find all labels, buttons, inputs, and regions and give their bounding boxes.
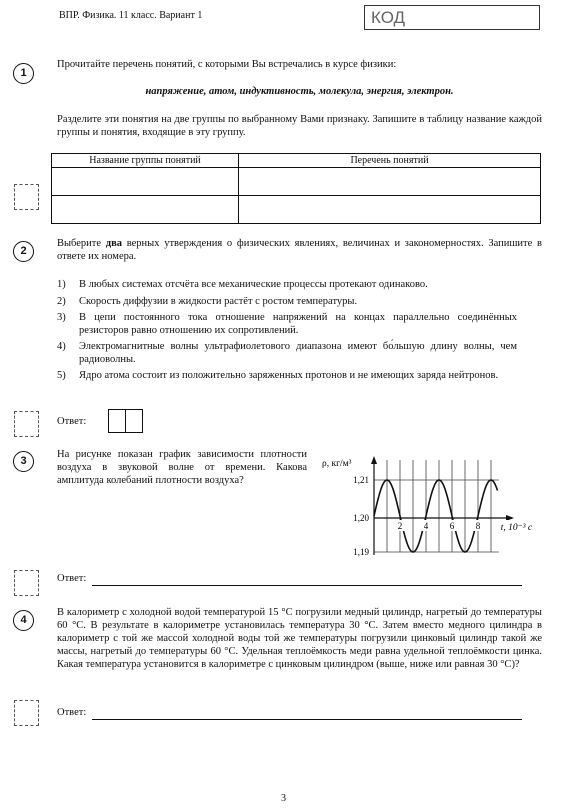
y-axis-label: ρ, кг/м³ [322,459,352,469]
score-box-1[interactable] [14,184,39,210]
y-axis-arrow [371,456,377,464]
q1-task: Разделите эти понятия на две группы по выбранному Вами признаку. Запишите в таблицу название каждой группы и понятия, входящие в эту группу. [57,114,542,138]
x-tick-label: 8 [475,521,481,531]
q1-intro: Прочитайте перечень понятий, с которыми Вы встречались в курсе физики: [57,59,397,70]
density-time-graph [318,452,543,564]
score-box-3[interactable] [14,570,39,596]
q2-option-4: 4) Электромагнитные волны ультрафиолетового диапазона имеют бо́льшую длину волны, чем радиоволны. [57,341,517,365]
q4-answer-label: Ответ: [57,707,87,718]
graph-axes [371,456,514,555]
y-tick-label: 1,19 [353,547,369,557]
answer-cell-1[interactable] [108,409,126,433]
table-cell-group-1[interactable] [52,168,239,196]
q3-answer-label: Ответ: [57,573,87,584]
q2-answer-cells [108,409,144,433]
q2-intro: Выберите два верных утверждения о физических явлениях, величинах и закономерностях. Запишите в ответе их номера. [57,238,542,262]
table-cell-list-1[interactable] [239,168,541,196]
code-field[interactable]: КОД [364,5,540,30]
x-axis-label: t, 10⁻³ с [500,523,533,533]
score-box-4[interactable] [14,700,39,726]
x-tick-label: 6 [449,521,455,531]
q2-option-1: 1) В любых системах отсчёта все механические процессы протекают одинаково. [57,279,428,290]
score-box-2[interactable] [14,411,39,437]
q4-text: В калориметр с холодной водой температурой 15 °С погрузили медный цилиндр, нагретый до температуры 60 °С. В результате в калориметре установилась температура 30 °С. Затем вместо медного цилиндра в калориметр с той же массой холодной воды той же температуры погрузили цинковый цилиндр такой же массы, нагретый до температуры 60 °С. Удельная теплоёмкость меди равна удельной теплоёмкости цинка. Какая температура установится в калориметре с цинковым цилиндром (выше, ниже или равная 30 °С)? [57,607,542,670]
q3-text: На рисунке показан график зависимости плотности воздуха в звуковой волне от времени. Какова амплитуда колебаний плотности воздуха? [57,449,307,486]
graph-labels [322,459,543,557]
q1-concepts: напряжение, атом, индуктивность, молекула, энергия, электрон. [145,86,454,97]
question-number-2: 2 [13,241,34,262]
q2-options [57,279,517,383]
density-curve [374,480,498,552]
y-tick-label: 1,20 [353,513,369,523]
x-tick-label: 2 [397,521,403,531]
question-number-3: 3 [13,451,34,472]
q3-answer-line[interactable] [92,585,522,586]
y-tick-label: 1,21 [353,475,369,485]
q2-option-5: 5) Ядро атома состоит из положительно заряженных протонов и не имеющих заряда нейтронов. [57,370,499,381]
q2-answer-label: Ответ: [57,416,87,427]
q4-answer-line[interactable] [92,719,522,720]
x-tick-label: 4 [423,521,429,531]
answer-cell-2[interactable] [125,409,143,433]
table-header-group: Название группы понятий [52,154,239,168]
q2-option-3: 3) В цепи постоянного тока отношение напряжений на концах параллельно соединённых резисторов равно отношению их сопротивлений. [57,312,517,336]
question-number-4: 4 [13,610,34,631]
table-header-list: Перечень понятий [239,154,541,168]
question-number-1: 1 [13,63,34,84]
table-cell-list-2[interactable] [239,196,541,224]
page-header: ВПР. Физика. 11 класс. Вариант 1 [59,10,203,21]
table-cell-group-2[interactable] [52,196,239,224]
q2-option-2: 2) Скорость диффузии в жидкости растёт с ростом температуры. [57,295,358,307]
page-number: 3 [281,793,286,804]
q1-answer-table [51,153,541,224]
